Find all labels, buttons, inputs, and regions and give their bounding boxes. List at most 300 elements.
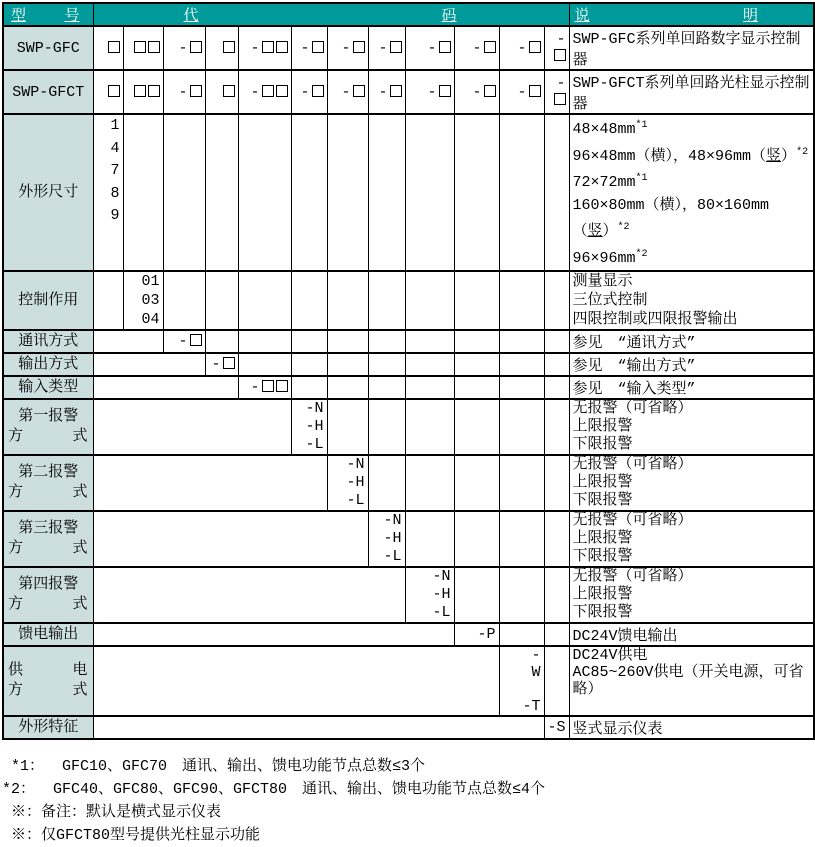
empty-cell [291,114,327,271]
label-char: 式 [72,596,88,613]
row-input-type-code: - [238,376,291,399]
label-char: 式 [72,428,88,445]
code-box-icon [148,41,160,53]
empty-cell [454,567,499,623]
label-line: 输出方式 [18,355,79,373]
empty-cell [544,623,569,646]
label-char: 方 [8,428,24,445]
label-line: 外形特征 [18,718,79,736]
description-line: DC24V供电 [572,647,648,664]
row-dimensions [3,114,814,271]
label-char: 式 [72,540,88,557]
row-alarm-4 [3,567,814,623]
empty-cell [327,114,368,271]
empty-cell [238,330,291,353]
code-box-icon [190,85,202,97]
code-line: W [531,664,541,681]
superscript-note: *2 [635,248,648,260]
code-line: -N [346,456,365,473]
empty-cell [291,330,327,353]
description-line: 下限报警 [572,548,633,565]
code-box-icon [223,41,235,53]
row-feed-output-leading-blank [93,623,454,646]
empty-cell [327,376,368,399]
model-code-cell: - [544,26,569,70]
empty-cell [499,376,544,399]
label-line [4,427,93,447]
row-control-function-code [123,271,163,330]
code-box-icon [223,357,235,369]
description-line: 无报警（可省略） [572,568,693,585]
row-communication-mode-code: - [163,330,205,353]
description-line: 三位式控制 [572,292,648,309]
empty-cell [205,114,238,271]
label-char: 电 [72,662,88,679]
empty-cell [499,511,544,567]
model-code-cell [93,70,123,114]
empty-cell [405,271,454,330]
empty-cell [544,567,569,623]
code-line: 04 [141,311,160,328]
label-char: 式 [72,484,88,501]
empty-cell [405,114,454,271]
row-form-factor-code: -S [544,716,569,739]
label-lines [4,519,93,559]
label-line: 通讯方式 [18,332,79,350]
description-line: 上限报警 [572,474,633,491]
code-box-icon [276,380,288,392]
model-description: SWP-GFCT系列单回路光柱显示控制器 [569,70,814,114]
row-power-supply-code [499,646,544,716]
row-control-function [3,271,814,330]
model-code-cell: - [499,70,544,114]
empty-cell [368,399,405,455]
row-alarm-4-leading-blank [93,567,405,623]
model-code-cell: - [405,70,454,114]
code-box-icon [529,41,541,53]
empty-cell [454,511,499,567]
row-alarm-2 [3,455,814,511]
header-description [569,3,814,26]
description-line: $48\times 48mm^{*1}$ [572,120,648,138]
empty-cell [454,455,499,511]
row-power-supply [3,646,814,716]
row-alarm-1-label [3,399,93,455]
model-code-cell [123,70,163,114]
empty-cell [499,114,544,271]
label-lines [4,463,93,503]
model-name: SWP-GFC [3,26,93,70]
label-lines [4,291,93,311]
description-line: 上限报警 [572,586,633,603]
row-alarm-3-leading-blank [93,511,368,567]
empty-cell [405,330,454,353]
row-alarm-4-code [405,567,454,623]
model-code-cell: - [291,26,327,70]
footnote-2: *2： GFC40、GFC80、GFC90、GFCT80 通讯、输出、馈电功能节点总数≤4个 [2,781,546,798]
empty-cell [205,330,238,353]
empty-cell [454,330,499,353]
superscript-note: *1 [635,173,648,184]
row-feed-output [3,623,814,646]
label-lines [4,183,93,203]
empty-cell [291,353,327,376]
empty-cell [163,114,205,271]
model-code-table [2,2,815,740]
empty-cell [544,330,569,353]
empty-cell [368,330,405,353]
header-char: 号 [64,8,80,25]
code-line: 7 [110,162,120,179]
header-code [93,3,569,26]
model-code-cell: - [291,70,327,114]
empty-cell [499,271,544,330]
empty-cell [368,353,405,376]
header-model [3,3,93,26]
row-feed-output-description: DC24V馈电输出 [569,623,814,646]
model-code-cell: - [327,26,368,70]
footnotes [2,755,815,847]
empty-cell [544,114,569,271]
empty-cell [544,271,569,330]
code-box-icon [439,41,451,53]
model-code-cell [123,26,163,70]
empty-cell [454,376,499,399]
row-input-type-description: 参见 “输入类型” [569,376,814,399]
code-line [500,681,541,698]
footnote-3: ※：备注：默认是横式显示仪表 [2,804,222,821]
code-box-icon [353,85,365,97]
description-line: 四限控制或四限报警输出 [572,311,738,328]
empty-cell [499,330,544,353]
code-box-icon [262,41,274,53]
label-line: 馈电输出 [18,625,79,643]
label-line: 第一报警 [18,408,79,425]
empty-cell [205,271,238,330]
code-box-icon [223,85,235,97]
code-line: -T [522,698,541,715]
empty-cell [454,353,499,376]
header-char: 型 [11,8,27,25]
label-line: 第四报警 [18,576,79,593]
footnote-1: *1： GFC10、GFC70 通讯、输出、馈电功能节点总数≤3个 [2,758,426,775]
model-code-cell: - [405,26,454,70]
empty-cell [123,114,163,271]
code-line: 03 [141,292,160,309]
label-line [4,661,93,681]
empty-cell [291,271,327,330]
row-alarm-3-label [3,511,93,567]
row-alarm-1-code [291,399,327,455]
label-char: 方 [8,484,24,501]
code-line: -N [383,512,402,529]
code-box-icon [134,85,146,97]
code-box-icon [262,85,274,97]
model-code-cell: - [327,70,368,114]
description-line: 下限报警 [572,492,633,509]
code-line: -N [432,568,451,585]
code-line: -L [305,436,324,453]
row-alarm-2-code [327,455,368,511]
row-alarm-2-label [3,455,93,511]
empty-cell [544,511,569,567]
code-box-icon [484,85,496,97]
description-line: 测量显示 [572,273,633,290]
description-line: 160×80mm（横），80×160mm（竖）$^{*2}$ [572,196,770,240]
empty-cell [499,399,544,455]
row-output-mode-leading-blank [93,353,205,376]
label-lines [4,625,93,645]
code-line: 01 [141,273,160,290]
code-line: -L [432,604,451,621]
row-dimensions-code [93,114,123,271]
code-line: -L [346,492,365,509]
label-line [4,483,93,503]
empty-cell [544,353,569,376]
empty-cell [499,623,544,646]
code-box-icon [439,85,451,97]
empty-cell [327,330,368,353]
code-box-icon [353,41,365,53]
code-line: -H [432,586,451,603]
row-power-supply-leading-blank [93,646,499,716]
empty-cell [163,271,205,330]
model-description: SWP-GFC系列单回路数字显示控制器 [569,26,814,70]
row-output-mode-label [3,353,93,376]
code-line: 9 [110,207,120,224]
empty-cell [238,353,291,376]
model-name: SWP-GFCT [3,70,93,114]
row-alarm-1 [3,399,814,455]
description-line: $72\times 72mm^{*1}$ [572,173,648,191]
empty-cell [238,271,291,330]
empty-cell [544,399,569,455]
model-selection-sheet [0,2,815,847]
model-code-cell: - [454,26,499,70]
code-box-icon [190,41,202,53]
row-output-mode-code: - [205,353,238,376]
empty-cell [368,455,405,511]
row-communication-mode-description: 参见 “通讯方式” [569,330,814,353]
code-box-icon [312,41,324,53]
row-alarm-4-description [569,567,814,623]
label-lines [4,355,93,375]
description-line: 上限报警 [572,418,633,435]
row-alarm-2-leading-blank [93,455,327,511]
empty-cell [291,376,327,399]
empty-cell [499,353,544,376]
description-line: AC85~260V供电（开关电源，可省略） [572,664,804,698]
empty-cell [238,114,291,271]
code-line: 8 [110,184,120,202]
empty-cell [405,455,454,511]
label-line [4,539,93,559]
header-label [4,4,93,25]
row-power-supply-label [3,646,93,716]
empty-cell [499,567,544,623]
code-box-icon [148,85,160,97]
row-feed-output-code: -P [454,623,499,646]
label-line: 控制作用 [18,291,79,309]
superscript-note: *1 [635,120,648,131]
label-char: 方 [8,540,24,557]
empty-cell [454,114,499,271]
row-power-supply-description [569,646,814,716]
label-line: 第二报警 [18,464,79,481]
model-code-cell: - [238,70,291,114]
label-line: 第三报警 [18,520,79,537]
empty-cell [368,114,405,271]
row-dimensions-description [569,114,814,271]
description-line: 上限报警 [572,530,633,547]
code-line: -H [305,418,324,435]
underlined-text: 竖 [766,147,782,165]
model-row [3,70,814,114]
label-line [4,595,93,615]
description-line: 无报警（可省略） [572,456,693,473]
row-dimensions-label [3,114,93,271]
label-lines [4,332,93,352]
row-form-factor-label [3,716,93,739]
row-input-type [3,376,814,399]
empty-cell [405,399,454,455]
model-code-cell [205,70,238,114]
code-box-icon [108,85,120,97]
description-line: 96×48mm（横），48×96mm（竖）$^{*2}$ [572,146,809,165]
model-code-cell: - [544,70,569,114]
code-line: -H [383,530,402,547]
label-lines [4,575,93,615]
model-code-cell: - [368,26,405,70]
code-box-icon [276,41,288,53]
row-form-factor-leading-blank [93,716,544,739]
table-header-row [3,3,814,26]
code-box-icon [190,334,202,346]
code-box-icon [554,49,566,61]
row-alarm-4-label [3,567,93,623]
code-box-icon [390,85,402,97]
label-char: 供 [8,662,24,679]
code-line: -N [305,400,324,417]
row-form-factor [3,716,814,739]
row-communication-mode [3,330,814,353]
model-code-cell [93,26,123,70]
row-alarm-1-leading-blank [93,399,291,455]
description-line: $96\times 96mm^{*2}$ [572,248,648,267]
code-box-icon [312,85,324,97]
model-code-cell: - [454,70,499,114]
header-char: 代 [183,8,199,25]
label-lines [4,378,93,398]
model-code-cell: - [163,70,205,114]
code-box-icon [108,41,120,53]
code-box-icon [134,41,146,53]
label-char: 方 [8,596,24,613]
row-alarm-3-description [569,511,814,567]
code-line: -L [383,548,402,565]
model-code-cell: - [163,26,205,70]
label-lines [4,718,93,738]
code-box-icon [276,85,288,97]
empty-cell [368,376,405,399]
empty-cell [454,399,499,455]
row-feed-output-label [3,623,93,646]
empty-cell [327,353,368,376]
footnote-4: ※：仅GFCT80型号提供光柱显示功能 [2,827,261,844]
row-communication-mode-label [3,330,93,353]
header-char: 码 [441,8,457,25]
row-output-mode-description: 参见 “输出方式” [569,353,814,376]
code-box-icon [484,41,496,53]
code-line: 1 [110,117,120,134]
row-form-factor-description: 竖式显示仪表 [569,716,814,739]
label-line: 输入类型 [18,378,79,396]
header-char: 明 [742,8,758,25]
empty-cell [368,271,405,330]
row-input-type-label [3,376,93,399]
description-line: 无报警（可省略） [572,400,693,417]
code-box-icon [529,85,541,97]
empty-cell [454,271,499,330]
code-box-icon [554,93,566,105]
header-char: 说 [574,8,590,25]
model-code-cell: - [368,70,405,114]
label-char: 方 [8,682,24,699]
model-row [3,26,814,70]
empty-cell [499,455,544,511]
row-input-type-leading-blank [93,376,238,399]
row-alarm-3-code [368,511,405,567]
row-output-mode [3,353,814,376]
label-lines [4,407,93,447]
empty-cell [405,376,454,399]
header-label [94,4,569,25]
code-box-icon [262,380,274,392]
label-lines [4,661,93,701]
empty-cell [327,271,368,330]
row-alarm-2-description [569,455,814,511]
label-line: 外形尺寸 [18,183,79,201]
code-line: - [531,647,541,664]
underlined-text: 竖 [587,223,603,240]
row-alarm-1-description [569,399,814,455]
empty-cell [405,511,454,567]
empty-cell [327,399,368,455]
row-control-function-leading-blank [93,271,123,330]
code-box-icon [390,41,402,53]
model-code-cell: - [499,26,544,70]
empty-cell [544,455,569,511]
row-alarm-3 [3,511,814,567]
row-communication-mode-leading-blank [93,330,163,353]
description-line: 下限报警 [572,436,633,453]
superscript-note: *2 [617,222,630,233]
superscript-note: *2 [796,146,809,158]
empty-cell [544,376,569,399]
label-line [4,681,93,701]
row-control-function-description [569,271,814,330]
code-line: -H [346,474,365,491]
description-line: 下限报警 [572,604,633,621]
empty-cell [544,646,569,716]
model-code-cell: - [238,26,291,70]
empty-cell [405,353,454,376]
header-label [570,4,814,25]
label-char: 式 [72,682,88,699]
description-line: 无报警（可省略） [572,512,693,529]
code-line: 4 [110,139,120,157]
model-code-cell [205,26,238,70]
